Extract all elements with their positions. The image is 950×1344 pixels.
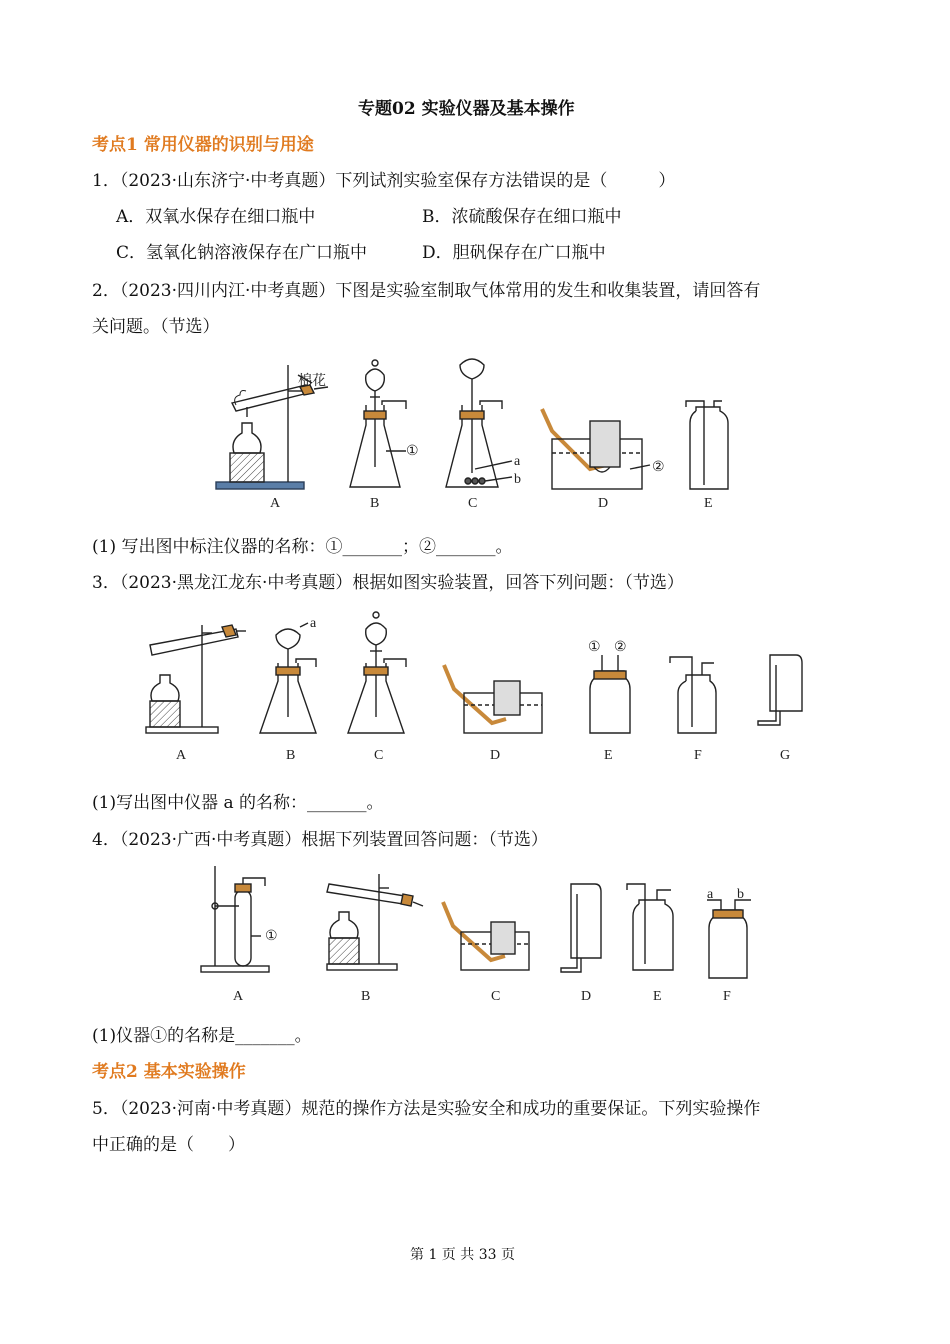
q1-option-a: A．双氧水保存在细口瓶中 [116,207,316,227]
q1-option-c: C．氢氧化钠溶液保存在广口瓶中 [116,243,368,263]
q3-label-c: C [374,748,384,763]
q4-label-a: A [233,989,244,1004]
q3-label-g: G [780,748,791,763]
page-footer: 第 1 页 共 33 页 [410,1247,515,1263]
section-heading-1: 考点1 常用仪器的识别与用途 [92,135,314,155]
q4-label-c: C [491,989,501,1004]
q3-mark-1: ① [588,640,601,655]
q1-option-d: D．胆矾保存在广口瓶中 [422,243,606,263]
q5-stem-line2: 中正确的是（ ） [92,1135,245,1155]
q4-mark-1: ① [265,929,278,944]
q4-label-f: F [723,989,731,1004]
q2-stem-line2: 关问题。（节选） [92,317,220,337]
q4-subquestion-1: (1)仪器①的名称是_______。 [92,1026,312,1046]
q2-stem-line1: 2．（2023·四川内江·中考真题）下图是实验室制取气体常用的发生和收集装置，请回答有 [92,281,761,301]
q2-label-c: C [468,496,478,511]
q3-label-b: B [286,748,296,763]
q2-mark-1: ① [406,444,419,459]
q3-label-e: E [604,748,613,763]
q4-stem: 4．（2023·广西·中考真题）根据下列装置回答问题：（节选） [92,830,548,850]
q3-subquestion-1: (1)写出图中仪器 a 的名称：_______。 [92,793,384,813]
q4-mark-b: b [737,887,744,902]
q2-apparatus-figure [210,345,750,515]
page-title: 专题02 实验仪器及基本操作 [358,99,575,119]
q3-stem: 3．（2023·黑龙江龙东·中考真题）根据如图实验装置，回答下列问题：（节选） [92,573,684,593]
q4-label-d: D [581,989,592,1004]
q2-label-a: A [270,496,281,511]
q3-mark-2: ② [614,640,627,655]
section-heading-2: 考点2 基本实验操作 [92,1062,246,1082]
q2-mark-2: ② [652,460,665,475]
q1-stem: 1．（2023·山东济宁·中考真题）下列试剂实验室保存方法错误的是（ ） [92,171,676,191]
q2-label-e: E [704,496,713,511]
q3-label-d: D [490,748,501,763]
q3-mark-a: a [310,616,317,631]
q3-label-a: A [176,748,187,763]
q5-stem-line1: 5．（2023·河南·中考真题）规范的操作方法是实验安全和成功的重要保证。下列实验操作 [92,1099,761,1119]
q2-label-d: D [598,496,609,511]
q2-mark-b: b [514,472,521,487]
q2-cotton-label: 棉花 [298,374,326,389]
q4-apparatus-figure [195,860,765,1006]
q2-label-b: B [370,496,380,511]
q1-option-b: B．浓硫酸保存在细口瓶中 [422,207,622,227]
q2-mark-a: a [514,454,521,469]
q4-label-e: E [653,989,662,1004]
q2-subquestion-1: (1) 写出图中标注仪器的名称：①_______；②_______。 [92,537,513,557]
q3-label-f: F [694,748,702,763]
q4-mark-a: a [707,887,714,902]
q4-label-b: B [361,989,371,1004]
q3-apparatus-figure [140,605,820,765]
